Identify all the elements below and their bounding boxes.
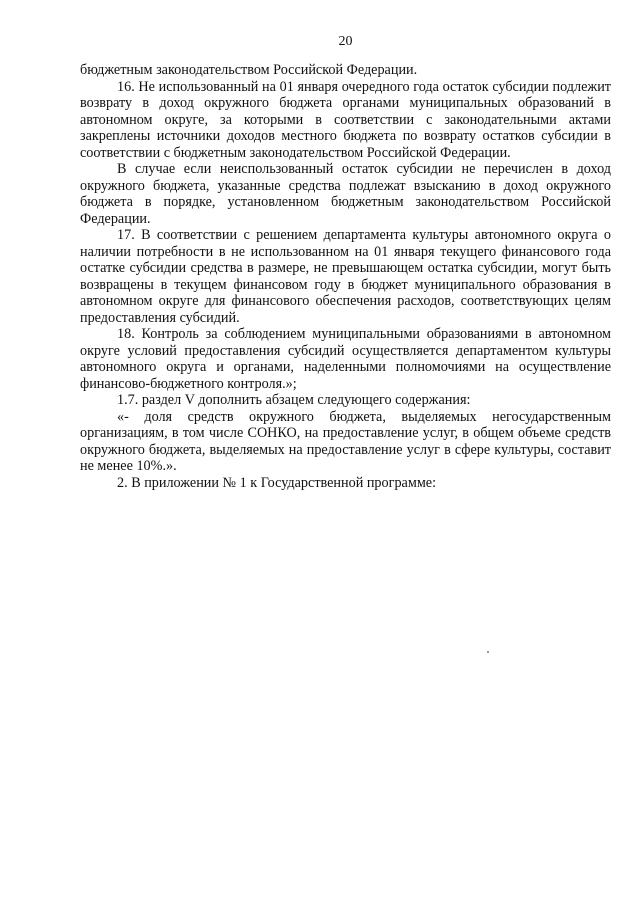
paragraph-item-2: 2. В приложении № 1 к Государственной программе: — [117, 474, 437, 491]
document-page — [80, 32, 611, 491]
paragraph-item-17: 17. В соответствии с решением департамента культуры автономного округа о наличии потребности в не использованном на 01 января текущего финансового года остатке субсидии средства в размере, не превышающем остатка субсидии, могут быть возвращены в текущем финансовом году в бюджет муниципального образования в автономном округе для финансового обеспечения расходов, соответствующих целям предоставления субсидий. — [80, 227, 611, 326]
document-body — [80, 62, 611, 491]
page-number: 20 — [338, 34, 353, 49]
paragraph-continuation: бюджетным законодательством Российской Федерации. — [80, 62, 418, 78]
paragraph-unspent-balance: В случае если неиспользованный остаток субсидии не перечислен в доход окружного бюджета, указанные средства подлежат взысканию в доход окружного бюджета в порядке, установленном бюджетным законодательством Российской Федерации. — [80, 161, 611, 227]
paragraph-item-16: 16. Не использованный на 01 января очередного года остаток субсидии подлежит возврату в доход окружного бюджета органами муниципальных образований в автономном округе, за которыми в соответствии с законодательными актами закреплены источники доходов местного бюджета по возврату остатков субсидии в соответствии с бюджетным законодательством Российской Федерации. — [80, 78, 611, 161]
paragraph-item-1-7: 1.7. раздел V дополнить абзацем следующего содержания: — [117, 392, 471, 408]
paragraph-quote-share: «- доля средств окружного бюджета, выделяемых негосударственным организациям, в том числе СОНКО, на предоставление услуг, в общем объеме средств окружного бюджета, выделяемых на предоставление услуг в сфере культуры, составит не менее 10%.». — [80, 408, 611, 474]
paragraph-item-18: 18. Контроль за соблюдением муниципальными образованиями в автономном округе условий предоставления субсидий осуществляется департаментом культуры автономного округа и органами, наделенными полномочиями на осуществление финансово-бюджетного контроля.»; — [80, 326, 611, 392]
scan-speck — [487, 651, 489, 653]
